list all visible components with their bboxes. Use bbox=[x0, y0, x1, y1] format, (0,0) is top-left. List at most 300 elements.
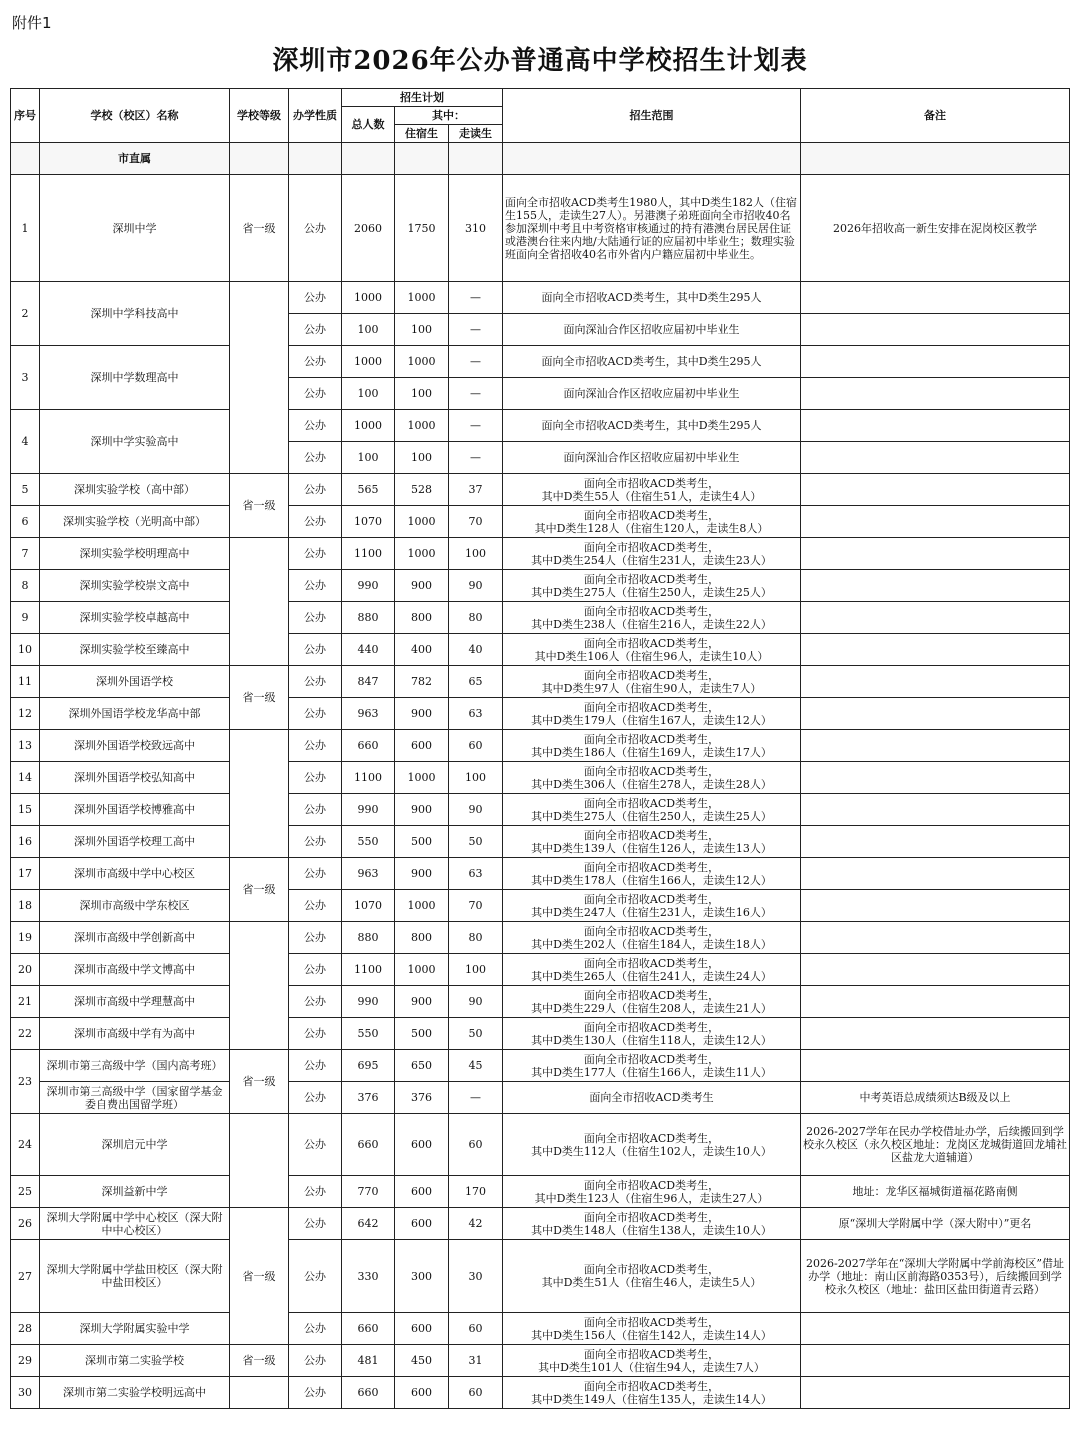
row-seq: 22 bbox=[11, 1018, 40, 1050]
table-row bbox=[11, 1208, 1070, 1240]
table-row bbox=[11, 1114, 1070, 1176]
row-grade: 省一级 bbox=[230, 474, 289, 538]
row-nature: 公办 bbox=[289, 570, 342, 602]
row-day: 65 bbox=[449, 666, 503, 698]
row-day: — bbox=[449, 410, 503, 442]
enrollment-plan-table bbox=[10, 88, 1070, 1409]
row-nature: 公办 bbox=[289, 282, 342, 314]
row-total: 660 bbox=[342, 1313, 395, 1345]
row-seq: 30 bbox=[11, 1377, 40, 1409]
row-boarding: 800 bbox=[395, 922, 449, 954]
row-total: 1100 bbox=[342, 762, 395, 794]
row-note: 原“深圳大学附属中学（深大附中）”更名 bbox=[801, 1208, 1070, 1240]
header-school: 学校（校区）名称 bbox=[40, 89, 230, 143]
row-seq: 10 bbox=[11, 634, 40, 666]
row-note bbox=[801, 858, 1070, 890]
row-boarding: 900 bbox=[395, 794, 449, 826]
row-school: 深圳大学附属中学盐田校区（深大附中盐田校区） bbox=[40, 1240, 230, 1313]
row-scope: 面向全市招收ACD类考生， 其中D类生275人（住宿生250人，走读生25人） bbox=[503, 570, 801, 602]
row-scope: 面向全市招收ACD类考生， 其中D类生101人（住宿生94人，走读生7人） bbox=[503, 1345, 801, 1377]
row-seq: 13 bbox=[11, 730, 40, 762]
row-seq: 6 bbox=[11, 506, 40, 538]
row-school: 深圳市高级中学理慧高中 bbox=[40, 986, 230, 1018]
row-scope: 面向全市招收ACD类考生， 其中D类生238人（住宿生216人，走读生22人） bbox=[503, 602, 801, 634]
table-row bbox=[11, 794, 1070, 826]
row-total: 100 bbox=[342, 378, 395, 410]
table-row bbox=[11, 1050, 1070, 1082]
row-note bbox=[801, 1050, 1070, 1082]
table-row bbox=[11, 890, 1070, 922]
header-scope: 招生范围 bbox=[503, 89, 801, 143]
row-total: 880 bbox=[342, 922, 395, 954]
row-scope: 面向全市招收ACD类考生， 其中D类生106人（住宿生96人，走读生10人） bbox=[503, 634, 801, 666]
row-seq: 25 bbox=[11, 1176, 40, 1208]
row-scope: 面向全市招收ACD类考生1980人，其中D类生182人（住宿生155人，走读生27人）。另港澳子弟班面向全市招收40名参加深圳中考且中考资格审核通过的持有港澳台居民居住证或港澳台往来内地/大陆通行证的应届初中毕业生；数理实验班面向全省招收40名市外省内户籍应届初中毕业生。 bbox=[503, 175, 801, 282]
row-note: 中考英语总成绩须达B级及以上 bbox=[801, 1082, 1070, 1114]
row-seq: 9 bbox=[11, 602, 40, 634]
row-seq: 28 bbox=[11, 1313, 40, 1345]
row-seq: 7 bbox=[11, 538, 40, 570]
row-scope: 面向全市招收ACD类考生， 其中D类生97人（住宿生90人，走读生7人） bbox=[503, 666, 801, 698]
row-boarding: 900 bbox=[395, 570, 449, 602]
row-nature: 公办 bbox=[289, 410, 342, 442]
row-school: 深圳实验学校（光明高中部） bbox=[40, 506, 230, 538]
row-seq: 5 bbox=[11, 474, 40, 506]
row-scope: 面向全市招收ACD类考生， 其中D类生306人（住宿生278人，走读生28人） bbox=[503, 762, 801, 794]
row-boarding: 900 bbox=[395, 986, 449, 1018]
row-total: 880 bbox=[342, 602, 395, 634]
row-boarding: 1000 bbox=[395, 762, 449, 794]
row-total: 330 bbox=[342, 1240, 395, 1313]
row-school: 深圳实验学校卓越高中 bbox=[40, 602, 230, 634]
row-scope: 面向全市招收ACD类考生， 其中D类生247人（住宿生231人，走读生16人） bbox=[503, 890, 801, 922]
table-row bbox=[11, 858, 1070, 890]
row-scope: 面向全市招收ACD类考生， 其中D类生148人（住宿生138人，走读生10人） bbox=[503, 1208, 801, 1240]
row-day: 50 bbox=[449, 826, 503, 858]
row-scope: 面向深汕合作区招收应届初中毕业生 bbox=[503, 442, 801, 474]
row-boarding: 500 bbox=[395, 1018, 449, 1050]
row-note bbox=[801, 1313, 1070, 1345]
row-seq: 14 bbox=[11, 762, 40, 794]
row-scope: 面向全市招收ACD类考生， 其中D类生55人（住宿生51人，走读生4人） bbox=[503, 474, 801, 506]
row-note bbox=[801, 506, 1070, 538]
row-day: — bbox=[449, 314, 503, 346]
row-seq: 16 bbox=[11, 826, 40, 858]
row-note bbox=[801, 890, 1070, 922]
row-nature: 公办 bbox=[289, 826, 342, 858]
row-boarding: 782 bbox=[395, 666, 449, 698]
row-school: 深圳实验学校至臻高中 bbox=[40, 634, 230, 666]
row-day: 42 bbox=[449, 1208, 503, 1240]
table-row bbox=[11, 922, 1070, 954]
row-school: 深圳外国语学校理工高中 bbox=[40, 826, 230, 858]
row-note bbox=[801, 410, 1070, 442]
table-row bbox=[11, 175, 1070, 282]
row-school: 深圳市高级中学有为高中 bbox=[40, 1018, 230, 1050]
row-note bbox=[801, 442, 1070, 474]
row-school: 深圳市高级中学创新高中 bbox=[40, 922, 230, 954]
row-note bbox=[801, 602, 1070, 634]
row-school: 深圳实验学校（高中部） bbox=[40, 474, 230, 506]
row-boarding: 1750 bbox=[395, 175, 449, 282]
row-day: — bbox=[449, 1082, 503, 1114]
row-school: 深圳外国语学校博雅高中 bbox=[40, 794, 230, 826]
row-day: 30 bbox=[449, 1240, 503, 1313]
row-total: 963 bbox=[342, 698, 395, 730]
row-total: 847 bbox=[342, 666, 395, 698]
row-note bbox=[801, 474, 1070, 506]
row-scope: 面向全市招收ACD类考生， 其中D类生139人（住宿生126人，走读生13人） bbox=[503, 826, 801, 858]
row-scope: 面向全市招收ACD类考生， 其中D类生51人（住宿生46人，走读生5人） bbox=[503, 1240, 801, 1313]
row-boarding: 500 bbox=[395, 826, 449, 858]
row-boarding: 1000 bbox=[395, 506, 449, 538]
header-grade: 学校等级 bbox=[230, 89, 289, 143]
row-school: 深圳启元中学 bbox=[40, 1114, 230, 1176]
row-seq: 4 bbox=[11, 410, 40, 474]
row-scope: 面向深汕合作区招收应届初中毕业生 bbox=[503, 314, 801, 346]
header-total: 总人数 bbox=[342, 107, 395, 143]
row-school: 深圳中学实验高中 bbox=[40, 410, 230, 474]
row-seq: 19 bbox=[11, 922, 40, 954]
row-seq: 21 bbox=[11, 986, 40, 1018]
row-total: 376 bbox=[342, 1082, 395, 1114]
page-title: 深圳市2026年公办普通高中学校招生计划表 bbox=[272, 46, 808, 76]
row-school: 深圳市第二实验学校 bbox=[40, 1345, 230, 1377]
row-note: 2026-2027学年在“深圳大学附属中学前海校区”借址办学（地址：南山区前海路0353号），后续搬回到学校永久校区（地址：盐田区盐田街道青云路） bbox=[801, 1240, 1070, 1313]
row-note bbox=[801, 1345, 1070, 1377]
row-nature: 公办 bbox=[289, 1082, 342, 1114]
table-row bbox=[11, 826, 1070, 858]
row-total: 1070 bbox=[342, 506, 395, 538]
row-day: 90 bbox=[449, 986, 503, 1018]
row-school: 深圳市高级中学东校区 bbox=[40, 890, 230, 922]
row-grade: 省一级 bbox=[230, 175, 289, 282]
row-day: 60 bbox=[449, 1313, 503, 1345]
row-school: 深圳外国语学校龙华高中部 bbox=[40, 698, 230, 730]
row-total: 100 bbox=[342, 442, 395, 474]
row-note bbox=[801, 314, 1070, 346]
row-day: — bbox=[449, 378, 503, 410]
row-note: 2026年招收高一新生安排在泥岗校区教学 bbox=[801, 175, 1070, 282]
row-nature: 公办 bbox=[289, 1176, 342, 1208]
row-nature: 公办 bbox=[289, 698, 342, 730]
row-note bbox=[801, 986, 1070, 1018]
row-total: 770 bbox=[342, 1176, 395, 1208]
row-day: 90 bbox=[449, 794, 503, 826]
row-school: 深圳市高级中学文博高中 bbox=[40, 954, 230, 986]
row-note: 地址：龙华区福城街道福花路南侧 bbox=[801, 1176, 1070, 1208]
row-seq: 3 bbox=[11, 346, 40, 410]
row-day: 60 bbox=[449, 1377, 503, 1409]
row-day: — bbox=[449, 442, 503, 474]
row-nature: 公办 bbox=[289, 986, 342, 1018]
row-nature: 公办 bbox=[289, 506, 342, 538]
row-nature: 公办 bbox=[289, 666, 342, 698]
row-scope: 面向全市招收ACD类考生， 其中D类生186人（住宿生169人，走读生17人） bbox=[503, 730, 801, 762]
row-boarding: 1000 bbox=[395, 890, 449, 922]
row-nature: 公办 bbox=[289, 538, 342, 570]
row-boarding: 600 bbox=[395, 1114, 449, 1176]
row-nature: 公办 bbox=[289, 442, 342, 474]
row-nature: 公办 bbox=[289, 1114, 342, 1176]
row-note bbox=[801, 794, 1070, 826]
row-school: 深圳外国语学校致远高中 bbox=[40, 730, 230, 762]
table-row bbox=[11, 986, 1070, 1018]
row-boarding: 600 bbox=[395, 730, 449, 762]
row-seq: 17 bbox=[11, 858, 40, 890]
table-row bbox=[11, 602, 1070, 634]
table-row bbox=[11, 1082, 1070, 1114]
row-boarding: 100 bbox=[395, 442, 449, 474]
row-school: 深圳市第三高级中学（国内高考班） bbox=[40, 1050, 230, 1082]
row-seq: 11 bbox=[11, 666, 40, 698]
row-school: 深圳中学 bbox=[40, 175, 230, 282]
row-day: 63 bbox=[449, 858, 503, 890]
row-day: 70 bbox=[449, 506, 503, 538]
row-scope: 面向全市招收ACD类考生， 其中D类生156人（住宿生142人，走读生14人） bbox=[503, 1313, 801, 1345]
row-total: 440 bbox=[342, 634, 395, 666]
row-school: 深圳中学数理高中 bbox=[40, 346, 230, 410]
row-total: 550 bbox=[342, 826, 395, 858]
row-boarding: 450 bbox=[395, 1345, 449, 1377]
row-note bbox=[801, 538, 1070, 570]
row-scope: 面向全市招收ACD类考生， 其中D类生179人（住宿生167人，走读生12人） bbox=[503, 698, 801, 730]
row-total: 100 bbox=[342, 314, 395, 346]
row-scope: 面向全市招收ACD类考生， 其中D类生254人（住宿生231人，走读生23人） bbox=[503, 538, 801, 570]
row-boarding: 528 bbox=[395, 474, 449, 506]
row-note bbox=[801, 378, 1070, 410]
row-scope: 面向全市招收ACD类考生， 其中D类生112人（住宿生102人，走读生10人） bbox=[503, 1114, 801, 1176]
row-nature: 公办 bbox=[289, 1313, 342, 1345]
row-total: 1100 bbox=[342, 954, 395, 986]
header-note: 备注 bbox=[801, 89, 1070, 143]
row-day: 60 bbox=[449, 730, 503, 762]
section-row bbox=[11, 143, 1070, 175]
row-seq: 8 bbox=[11, 570, 40, 602]
table-row bbox=[11, 698, 1070, 730]
row-day: 70 bbox=[449, 890, 503, 922]
row-day: 45 bbox=[449, 1050, 503, 1082]
row-boarding: 400 bbox=[395, 634, 449, 666]
row-seq: 23 bbox=[11, 1050, 40, 1114]
row-nature: 公办 bbox=[289, 602, 342, 634]
row-total: 695 bbox=[342, 1050, 395, 1082]
row-total: 1070 bbox=[342, 890, 395, 922]
row-grade: 省一级 bbox=[230, 1050, 289, 1114]
row-total: 990 bbox=[342, 986, 395, 1018]
row-nature: 公办 bbox=[289, 346, 342, 378]
row-school: 深圳市高级中学中心校区 bbox=[40, 858, 230, 890]
row-school: 深圳市第三高级中学（国家留学基金委自费出国留学班） bbox=[40, 1082, 230, 1114]
row-note bbox=[801, 698, 1070, 730]
table-row bbox=[11, 730, 1070, 762]
row-nature: 公办 bbox=[289, 1208, 342, 1240]
row-school: 深圳大学附属中学中心校区（深大附中中心校区） bbox=[40, 1208, 230, 1240]
row-boarding: 1000 bbox=[395, 282, 449, 314]
row-scope: 面向全市招收ACD类考生， 其中D类生149人（住宿生135人，走读生14人） bbox=[503, 1377, 801, 1409]
row-nature: 公办 bbox=[289, 378, 342, 410]
row-seq: 20 bbox=[11, 954, 40, 986]
row-total: 1100 bbox=[342, 538, 395, 570]
row-total: 990 bbox=[342, 794, 395, 826]
row-boarding: 900 bbox=[395, 858, 449, 890]
header-seq: 序号 bbox=[11, 89, 40, 143]
row-note bbox=[801, 282, 1070, 314]
row-school: 深圳实验学校明理高中 bbox=[40, 538, 230, 570]
row-seq: 1 bbox=[11, 175, 40, 282]
row-scope: 面向全市招收ACD类考生， 其中D类生130人（住宿生118人，走读生12人） bbox=[503, 1018, 801, 1050]
row-note bbox=[801, 762, 1070, 794]
row-nature: 公办 bbox=[289, 954, 342, 986]
row-note bbox=[801, 1018, 1070, 1050]
table-row bbox=[11, 666, 1070, 698]
row-note bbox=[801, 666, 1070, 698]
row-total: 2060 bbox=[342, 175, 395, 282]
row-total: 1000 bbox=[342, 282, 395, 314]
row-nature: 公办 bbox=[289, 858, 342, 890]
row-nature: 公办 bbox=[289, 175, 342, 282]
row-day: 100 bbox=[449, 954, 503, 986]
row-note bbox=[801, 954, 1070, 986]
table-row bbox=[11, 410, 1070, 442]
row-grade-empty bbox=[230, 922, 289, 1050]
row-grade: 省一级 bbox=[230, 666, 289, 730]
row-nature: 公办 bbox=[289, 314, 342, 346]
row-note bbox=[801, 730, 1070, 762]
table-row bbox=[11, 954, 1070, 986]
table-row bbox=[11, 538, 1070, 570]
row-school: 深圳中学科技高中 bbox=[40, 282, 230, 346]
row-day: 40 bbox=[449, 634, 503, 666]
table-row bbox=[11, 1240, 1070, 1313]
row-boarding: 100 bbox=[395, 314, 449, 346]
row-seq: 27 bbox=[11, 1240, 40, 1313]
row-day: 31 bbox=[449, 1345, 503, 1377]
table-row bbox=[11, 282, 1070, 314]
row-day: — bbox=[449, 282, 503, 314]
table-row bbox=[11, 570, 1070, 602]
row-day: 90 bbox=[449, 570, 503, 602]
row-note bbox=[801, 346, 1070, 378]
row-scope: 面向全市招收ACD类考生， 其中D类生128人（住宿生120人，走读生8人） bbox=[503, 506, 801, 538]
row-nature: 公办 bbox=[289, 1050, 342, 1082]
row-day: 63 bbox=[449, 698, 503, 730]
row-nature: 公办 bbox=[289, 730, 342, 762]
row-day: 170 bbox=[449, 1176, 503, 1208]
row-boarding: 600 bbox=[395, 1208, 449, 1240]
row-note bbox=[801, 826, 1070, 858]
row-seq: 18 bbox=[11, 890, 40, 922]
row-boarding: 600 bbox=[395, 1377, 449, 1409]
row-school: 深圳大学附属实验中学 bbox=[40, 1313, 230, 1345]
row-grade-empty bbox=[230, 1114, 289, 1208]
row-scope: 面向全市招收ACD类考生， 其中D类生178人（住宿生166人，走读生12人） bbox=[503, 858, 801, 890]
header-row bbox=[11, 89, 1070, 107]
row-boarding: 300 bbox=[395, 1240, 449, 1313]
table-row bbox=[11, 634, 1070, 666]
row-day: 100 bbox=[449, 762, 503, 794]
row-boarding: 1000 bbox=[395, 954, 449, 986]
row-nature: 公办 bbox=[289, 794, 342, 826]
row-day: 50 bbox=[449, 1018, 503, 1050]
row-grade-empty bbox=[230, 1377, 289, 1409]
row-day: 310 bbox=[449, 175, 503, 282]
row-scope: 面向全市招收ACD类考生， 其中D类生275人（住宿生250人，走读生25人） bbox=[503, 794, 801, 826]
row-scope: 面向全市招收ACD类考生，其中D类生295人 bbox=[503, 410, 801, 442]
row-boarding: 600 bbox=[395, 1176, 449, 1208]
table-row bbox=[11, 1313, 1070, 1345]
row-grade-empty bbox=[230, 730, 289, 858]
row-day: 100 bbox=[449, 538, 503, 570]
row-school: 深圳益新中学 bbox=[40, 1176, 230, 1208]
row-nature: 公办 bbox=[289, 474, 342, 506]
row-scope: 面向全市招收ACD类考生， 其中D类生229人（住宿生208人，走读生21人） bbox=[503, 986, 801, 1018]
row-total: 660 bbox=[342, 1114, 395, 1176]
row-nature: 公办 bbox=[289, 762, 342, 794]
row-school: 深圳实验学校崇文高中 bbox=[40, 570, 230, 602]
row-seq: 2 bbox=[11, 282, 40, 346]
row-total: 642 bbox=[342, 1208, 395, 1240]
row-day: 37 bbox=[449, 474, 503, 506]
row-total: 481 bbox=[342, 1345, 395, 1377]
row-note: 2026-2027学年在民办学校借址办学，后续搬回到学校永久校区（永久校区地址：龙岗区龙城街道回龙埔社区盐龙大道辅道） bbox=[801, 1114, 1070, 1176]
table-row bbox=[11, 1345, 1070, 1377]
row-scope: 面向全市招收ACD类考生， 其中D类生202人（住宿生184人，走读生18人） bbox=[503, 922, 801, 954]
table-row bbox=[11, 506, 1070, 538]
row-total: 660 bbox=[342, 730, 395, 762]
row-scope: 面向深汕合作区招收应届初中毕业生 bbox=[503, 378, 801, 410]
row-boarding: 650 bbox=[395, 1050, 449, 1082]
row-boarding: 376 bbox=[395, 1082, 449, 1114]
row-school: 深圳外国语学校弘知高中 bbox=[40, 762, 230, 794]
row-nature: 公办 bbox=[289, 1377, 342, 1409]
row-boarding: 1000 bbox=[395, 410, 449, 442]
row-total: 1000 bbox=[342, 346, 395, 378]
table-row bbox=[11, 1018, 1070, 1050]
header-among: 其中： bbox=[395, 107, 503, 125]
header-day: 走读生 bbox=[449, 125, 503, 143]
row-nature: 公办 bbox=[289, 922, 342, 954]
row-day: 60 bbox=[449, 1114, 503, 1176]
row-boarding: 100 bbox=[395, 378, 449, 410]
row-nature: 公办 bbox=[289, 1240, 342, 1313]
row-seq: 26 bbox=[11, 1208, 40, 1240]
row-boarding: 1000 bbox=[395, 538, 449, 570]
row-total: 990 bbox=[342, 570, 395, 602]
row-nature: 公办 bbox=[289, 1018, 342, 1050]
header-boarding: 住宿生 bbox=[395, 125, 449, 143]
attachment-label: 附件1 bbox=[12, 14, 52, 32]
row-note bbox=[801, 922, 1070, 954]
row-seq: 15 bbox=[11, 794, 40, 826]
header-nature: 办学性质 bbox=[289, 89, 342, 143]
row-day: 80 bbox=[449, 922, 503, 954]
row-grade: 省一级 bbox=[230, 858, 289, 922]
row-grade: 省一级 bbox=[230, 1345, 289, 1377]
row-seq: 24 bbox=[11, 1114, 40, 1176]
row-day: — bbox=[449, 346, 503, 378]
row-boarding: 800 bbox=[395, 602, 449, 634]
header-plan: 招生计划 bbox=[342, 89, 503, 107]
table-row bbox=[11, 474, 1070, 506]
row-scope: 面向全市招收ACD类考生， 其中D类生265人（住宿生241人，走读生24人） bbox=[503, 954, 801, 986]
row-day: 80 bbox=[449, 602, 503, 634]
row-seq: 12 bbox=[11, 698, 40, 730]
row-grade-empty bbox=[230, 282, 289, 474]
row-boarding: 900 bbox=[395, 698, 449, 730]
table-row bbox=[11, 1176, 1070, 1208]
row-total: 565 bbox=[342, 474, 395, 506]
